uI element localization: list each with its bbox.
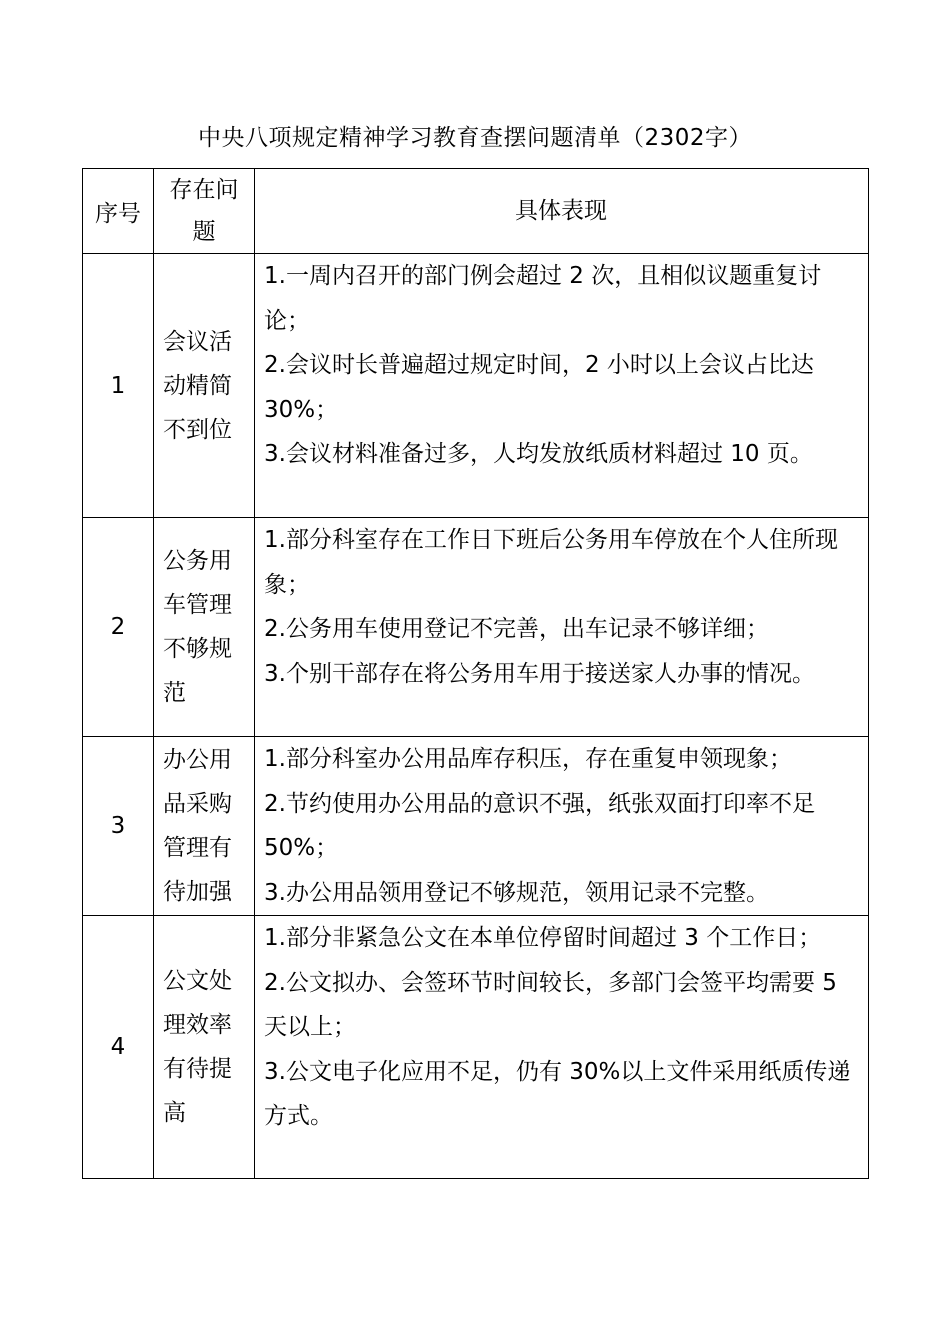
row-category: 公文处理效率有待提高 (154, 916, 255, 1179)
detail-item: 1.一周内召开的部门例会超过 2 次，且相似议题重复讨论； (264, 263, 822, 334)
row-detail (255, 737, 869, 916)
header-no: 序号 (83, 169, 154, 254)
table-row (83, 737, 869, 916)
row-category: 公务用车管理不够规范 (154, 518, 255, 737)
detail-item: 2.公文拟办、会签环节时间较长，多部门会签平均需要 5 天以上； (264, 969, 837, 1040)
table-row (83, 518, 869, 737)
issue-table (82, 168, 869, 1179)
header-category: 存在问题 (154, 169, 255, 254)
table-row (83, 916, 869, 1179)
row-no: 3 (83, 737, 154, 916)
row-detail (255, 254, 869, 518)
detail-item: 2.会议时长普遍超过规定时间，2 小时以上会议占比达 30%； (264, 352, 814, 423)
detail-item: 3.会议材料准备过多，人均发放纸质材料超过 10 页。 (264, 441, 813, 467)
row-no: 2 (83, 518, 154, 737)
detail-item: 3.个别干部存在将公务用车用于接送家人办事的情况。 (264, 660, 815, 687)
detail-item: 3.办公用品领用登记不够规范，领用记录不完整。 (264, 879, 769, 906)
detail-item: 1.部分科室办公用品库存积压，存在重复申领现象； (264, 746, 792, 772)
row-no: 4 (83, 916, 154, 1179)
detail-item: 2.节约使用办公用品的意识不强，纸张双面打印率不足 50%； (264, 790, 815, 861)
header-detail: 具体表现 (255, 169, 869, 254)
row-category: 会议活动精简不到位 (154, 254, 255, 518)
detail-item: 2.公务用车使用登记不完善，出车记录不够详细； (264, 616, 769, 642)
row-category: 办公用品采购管理有待加强 (154, 737, 255, 916)
row-detail (255, 518, 869, 737)
document-title: 中央八项规定精神学习教育查摆问题清单（2302字） (197, 125, 753, 151)
detail-item: 3.公文电子化应用不足，仍有 30%以上文件采用纸质传递方式。 (264, 1058, 851, 1129)
detail-item: 1.部分非紧急公文在本单位停留时间超过 3 个工作日； (264, 925, 822, 951)
table-header-row (83, 169, 869, 254)
table-row (83, 254, 869, 518)
row-detail (255, 916, 869, 1179)
row-no: 1 (83, 254, 154, 518)
detail-item: 1.部分科室存在工作日下班后公务用车停放在个人住所现象； (264, 527, 838, 598)
